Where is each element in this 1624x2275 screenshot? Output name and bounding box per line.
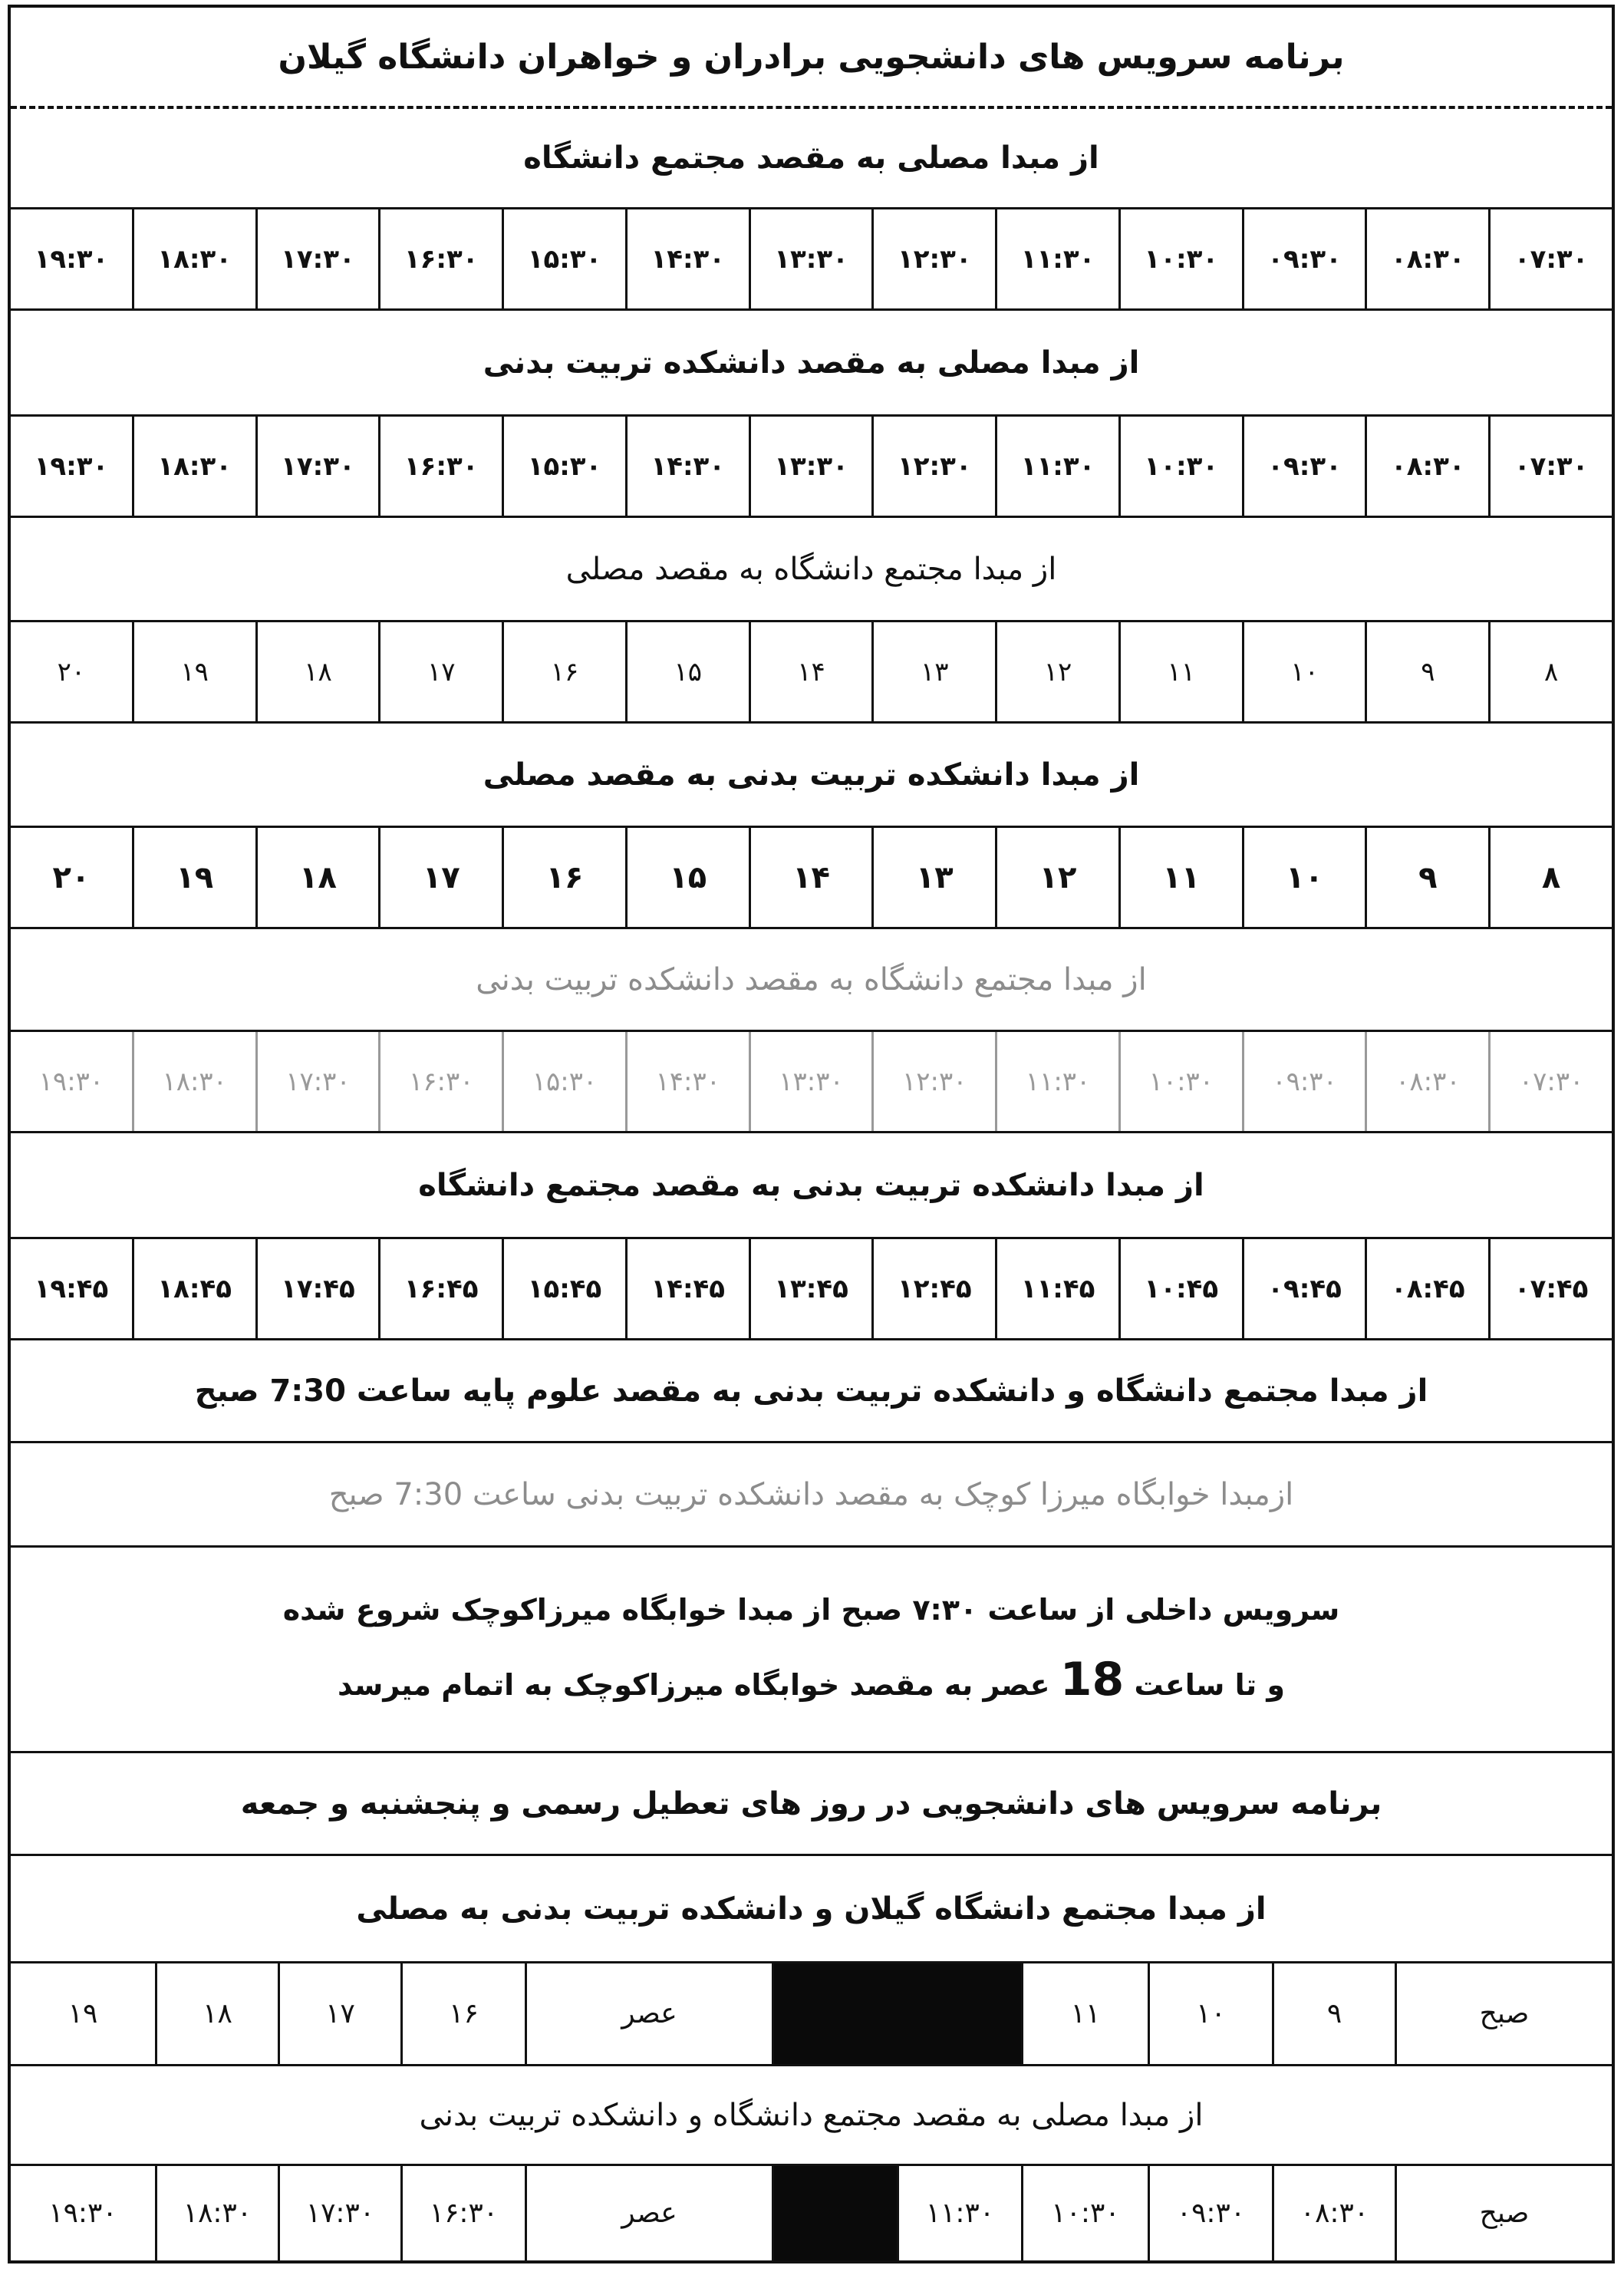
time-cell: ۲۰ <box>57 656 86 687</box>
time-cell: ۱۵ <box>625 828 749 927</box>
time-cell: ۱۸:۳۰ <box>155 2166 278 2260</box>
time-cell: ۱۶ <box>400 1963 525 2064</box>
section-heading-text: از مبدا مصلی به مقصد مجتمع دانشگاه و دانشکده تربیت بدنی <box>419 2097 1204 2133</box>
time-cell: ۱۹:۴۵ <box>34 1273 109 1304</box>
time-cell: ۱۸ <box>255 622 379 721</box>
time-cell: ۱۴ <box>749 622 872 721</box>
time-cell: ۱۶:۴۵ <box>378 1239 502 1338</box>
time-cell: ۱۹ <box>68 1998 98 2029</box>
line2-hour: 18 <box>1059 1652 1125 1706</box>
evening-label: عصر <box>525 1963 772 2064</box>
time-row <box>11 1030 1612 1131</box>
internal-service-note <box>11 1545 1612 1751</box>
page-title <box>11 8 1612 106</box>
section-heading <box>11 2064 1612 2164</box>
time-row <box>11 1237 1612 1338</box>
time-cell: ۹ <box>1365 622 1488 721</box>
time-cell: ۱۷:۴۵ <box>255 1239 379 1338</box>
time-cell: ۱۸:۴۵ <box>132 1239 255 1338</box>
time-cell: ۱۷:۳۰ <box>278 2166 400 2260</box>
time-cell: ۱۶:۳۰ <box>378 209 502 308</box>
time-cell: ۱۲:۳۰ <box>871 417 995 516</box>
time-cell: ۱۰:۳۰ <box>1021 2166 1148 2260</box>
section-heading-text: از مبدا مجتمع دانشگاه به مقصد مصلی <box>565 551 1057 587</box>
internal-service-line-1: سرویس داخلی از ساعت ۷:۳۰ صبح از مبدا خوابگاه میرزاکوچک شروع شده <box>282 1592 1340 1627</box>
blacked-out-cell <box>772 2166 897 2260</box>
time-cell: ۰۷:۴۵ <box>1488 1239 1612 1338</box>
morning-label: صبح <box>1395 1963 1612 2064</box>
section-heading-text: از مبدا مجتمع دانشگاه به مقصد دانشکده تربیت بدنی <box>476 961 1147 997</box>
time-cell: ۱۳ <box>871 828 995 927</box>
time-cell: ۲۰ <box>52 859 91 895</box>
time-cell: ۱۳ <box>871 622 995 721</box>
time-cell: ۱۴:۳۰ <box>625 417 749 516</box>
time-cell: ۱۰ <box>1242 622 1365 721</box>
time-cell: ۱۲:۳۰ <box>871 1032 995 1131</box>
time-cell: ۱۱:۳۰ <box>995 1032 1118 1131</box>
time-cell: ۸ <box>1488 622 1612 721</box>
section-heading-text: از مبدا دانشکده تربیت بدنی به مقصد مجتمع دانشگاه <box>418 1167 1204 1203</box>
section-heading-text: از مبدا دانشکده تربیت بدنی به مقصد مصلی <box>483 757 1140 793</box>
page-title-text: برنامه سرویس های دانشجویی برادران و خواهران دانشگاه گیلان <box>278 37 1345 77</box>
section-heading <box>11 308 1612 414</box>
time-cell: ۰۸:۴۵ <box>1365 1239 1488 1338</box>
time-cell: ۰۸:۳۰ <box>1365 1032 1488 1131</box>
time-row <box>11 826 1612 927</box>
time-cell: ۱۲ <box>995 622 1118 721</box>
time-cell: ۰۷:۳۰ <box>1488 209 1612 308</box>
time-cell: ۱۰:۳۰ <box>1118 1032 1242 1131</box>
time-cell: ۰۷:۳۰ <box>1488 1032 1612 1131</box>
time-cell: ۱۰ <box>1148 1963 1272 2064</box>
time-cell: ۱۱ <box>1118 828 1242 927</box>
line2-suffix: عصر به مقصد خوابگاه میرزاکوچک به اتمام میرسد <box>338 1667 1050 1702</box>
time-cell: ۱۵ <box>625 622 749 721</box>
time-cell: ۱۷:۳۰ <box>255 1032 379 1131</box>
time-cell: ۱۱:۳۰ <box>897 2166 1021 2260</box>
time-cell: ۱۸ <box>155 1963 278 2064</box>
time-cell: ۱۵:۳۰ <box>502 1032 625 1131</box>
time-cell: ۰۹:۳۰ <box>1242 417 1365 516</box>
time-cell: ۱۵:۳۰ <box>502 417 625 516</box>
schedule-sheet <box>8 5 1615 2263</box>
time-cell: ۱۱ <box>1021 1963 1148 2064</box>
time-cell: ۱۲ <box>995 828 1118 927</box>
time-cell: ۱۲:۳۰ <box>871 209 995 308</box>
holiday-time-row <box>11 1961 1612 2064</box>
time-cell: ۱۸:۳۰ <box>132 209 255 308</box>
time-cell: ۰۸:۳۰ <box>1272 2166 1395 2260</box>
time-cell: ۹ <box>1272 1963 1395 2064</box>
time-cell: ۱۹ <box>132 828 255 927</box>
time-cell: ۱۳:۳۰ <box>749 417 872 516</box>
time-row <box>11 620 1612 721</box>
time-cell: ۹ <box>1365 828 1488 927</box>
time-cell: ۱۴:۳۰ <box>625 1032 749 1131</box>
time-cell: ۱۴ <box>749 828 872 927</box>
morning-label: صبح <box>1395 2166 1612 2260</box>
time-cell: ۰۸:۳۰ <box>1365 209 1488 308</box>
time-cell: ۱۷:۳۰ <box>255 417 379 516</box>
time-cell: ۱۶ <box>502 828 625 927</box>
time-cell: ۱۴:۳۰ <box>625 209 749 308</box>
holiday-time-row <box>11 2164 1612 2260</box>
basic-sciences-line <box>11 1338 1612 1441</box>
time-cell: ۱۹:۳۰ <box>34 450 109 482</box>
time-cell: ۱۶:۳۰ <box>378 1032 502 1131</box>
time-cell: ۱۷ <box>378 622 502 721</box>
time-cell: ۱۰:۴۵ <box>1118 1239 1242 1338</box>
blacked-out-cell <box>772 1963 1021 2064</box>
time-cell: ۱۰ <box>1242 828 1365 927</box>
time-cell: ۱۷ <box>378 828 502 927</box>
section-heading <box>11 516 1612 620</box>
time-cell: ۱۹:۳۰ <box>38 1066 104 1097</box>
internal-service-line-2 <box>338 1653 1285 1706</box>
time-cell: ۰۹:۳۰ <box>1242 1032 1365 1131</box>
time-cell: ۱۸:۳۰ <box>132 1032 255 1131</box>
time-cell: ۱۵:۴۵ <box>502 1239 625 1338</box>
time-cell: ۱۳:۳۰ <box>749 1032 872 1131</box>
time-cell: ۱۹:۳۰ <box>48 2198 117 2229</box>
time-cell: ۱۱:۳۰ <box>995 417 1118 516</box>
section-heading <box>11 1854 1612 1961</box>
time-cell: ۱۹ <box>132 622 255 721</box>
time-cell: ۱۱:۴۵ <box>995 1239 1118 1338</box>
holiday-title <box>11 1751 1612 1854</box>
time-cell: ۱۶:۳۰ <box>400 2166 525 2260</box>
time-cell: ۱۱:۳۰ <box>995 209 1118 308</box>
time-cell: ۱۷ <box>278 1963 400 2064</box>
section-heading <box>11 927 1612 1030</box>
section-heading-text: از مبدا مصلی به مقصد دانشکده تربیت بدنی <box>483 345 1140 381</box>
time-cell: ۸ <box>1488 828 1612 927</box>
time-cell: ۰۹:۳۰ <box>1242 209 1365 308</box>
time-cell: ۱۷:۳۰ <box>255 209 379 308</box>
basic-sciences-text: از مبدا مجتمع دانشگاه و دانشکده تربیت بدنی به مقصد علوم پایه ساعت 7:30 صبح <box>194 1373 1428 1409</box>
time-cell: ۱۹:۳۰ <box>34 243 109 275</box>
time-cell: ۱۶ <box>502 622 625 721</box>
section-heading <box>11 106 1612 207</box>
section-heading <box>11 721 1612 826</box>
time-cell: ۰۷:۳۰ <box>1488 417 1612 516</box>
time-cell: ۰۹:۴۵ <box>1242 1239 1365 1338</box>
time-cell: ۱۰:۳۰ <box>1118 209 1242 308</box>
time-cell: ۱۸:۳۰ <box>132 417 255 516</box>
mirza-dorm-text: ازمبدا خوابگاه میرزا کوچک به مقصد دانشکده تربیت بدنی ساعت 7:30 صبح <box>328 1476 1294 1512</box>
line2-prefix: و تا ساعت <box>1134 1667 1285 1702</box>
time-row <box>11 414 1612 516</box>
section-heading-text: از مبدا مجتمع دانشگاه گیلان و دانشکده تربیت بدنی به مصلی <box>356 1891 1267 1927</box>
time-cell: ۱۵:۳۰ <box>502 209 625 308</box>
time-cell: ۱۳:۳۰ <box>749 209 872 308</box>
time-cell: ۱۱ <box>1118 622 1242 721</box>
time-cell: ۱۳:۴۵ <box>749 1239 872 1338</box>
time-cell: ۰۹:۳۰ <box>1148 2166 1272 2260</box>
time-cell: ۱۰:۳۰ <box>1118 417 1242 516</box>
holiday-title-text: برنامه سرویس های دانشجویی در روز های تعطیل رسمی و پنجشنبه و جمعه <box>240 1785 1382 1822</box>
evening-label: عصر <box>525 2166 772 2260</box>
time-row <box>11 207 1612 308</box>
time-cell: ۱۲:۴۵ <box>871 1239 995 1338</box>
time-cell: ۱۶:۳۰ <box>378 417 502 516</box>
section-heading <box>11 1131 1612 1237</box>
time-cell: ۱۴:۴۵ <box>625 1239 749 1338</box>
section-heading-text: از مبدا مصلی به مقصد مجتمع دانشگاه <box>523 140 1099 176</box>
time-cell: ۱۸ <box>255 828 379 927</box>
time-cell: ۰۸:۳۰ <box>1365 417 1488 516</box>
mirza-dorm-line <box>11 1441 1612 1545</box>
